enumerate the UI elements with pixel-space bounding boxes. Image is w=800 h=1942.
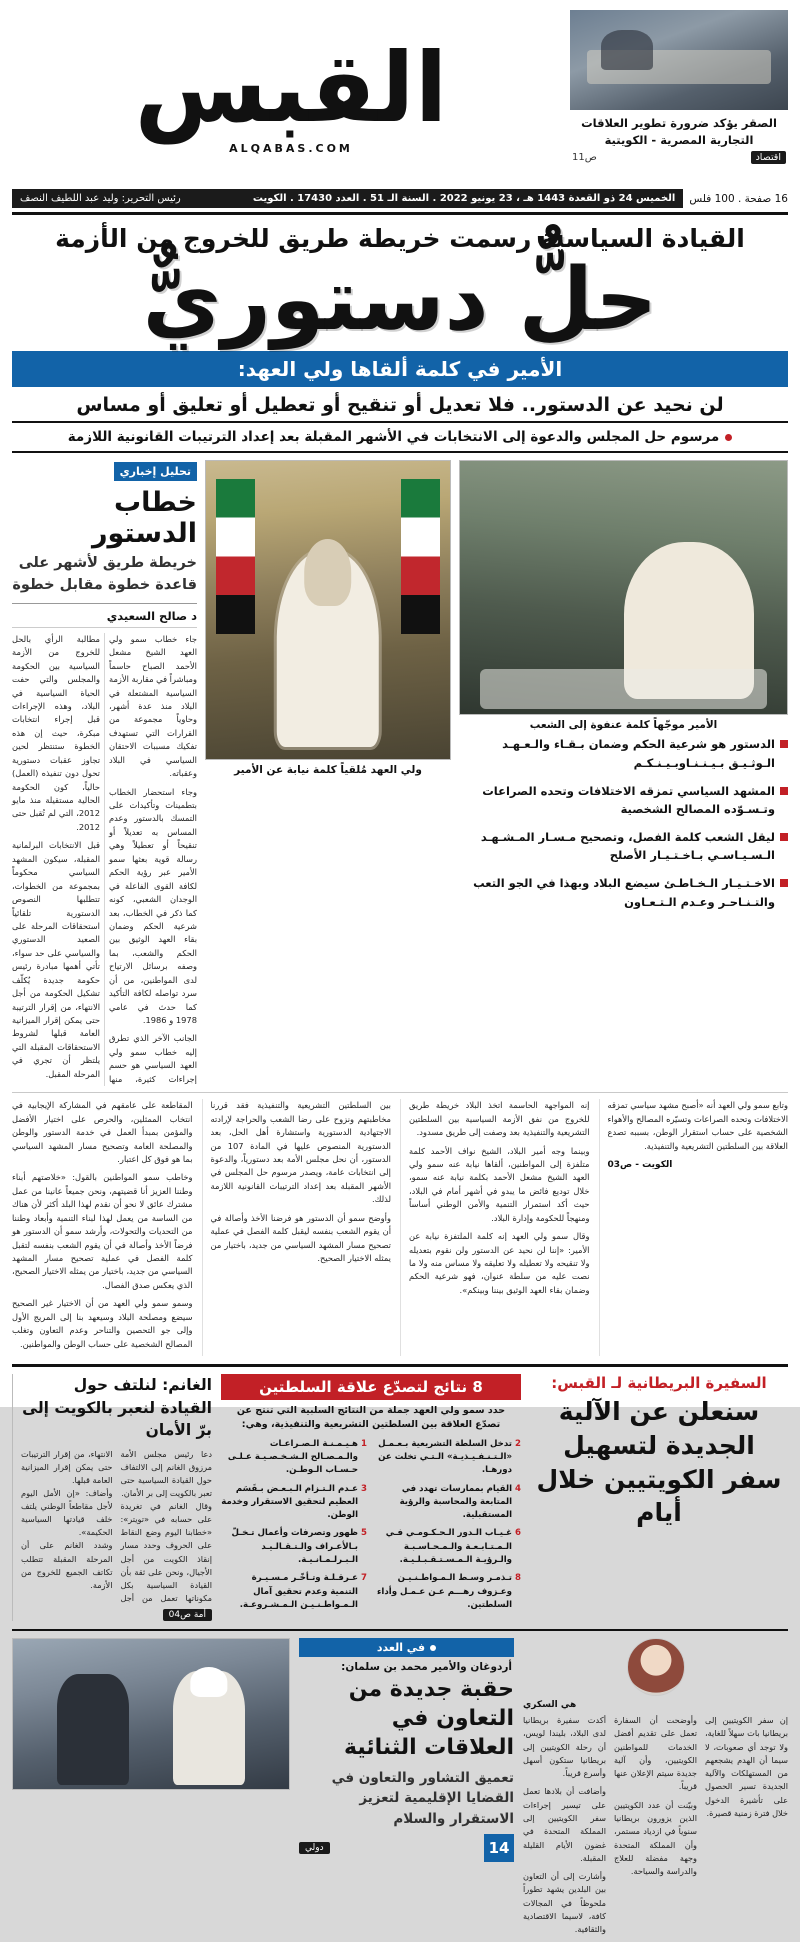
paragraph: وأوضحت أن السفارة تعمل على تقديم أفضل الخدمات للمواطنين الكويتيين، وأن آلية جديدة سيتم الإعلان عنها قريباً.	[614, 1715, 697, 1792]
list-item	[459, 874, 788, 911]
list-item	[459, 782, 788, 819]
section-divider	[12, 1629, 788, 1631]
result-number: 5	[361, 1528, 367, 1539]
bottom-story-eyebrow: أردوغان والأمير محمد بن سلمان:	[341, 1661, 512, 1674]
result-number: 6	[515, 1528, 521, 1539]
editor-in-chief: رئيس التحرير: وليد عبد اللطيف النصف	[20, 193, 181, 204]
kuwait-flag-right-icon	[401, 479, 440, 634]
highlights-column	[459, 460, 788, 1086]
amir-photo-caption: الأمير موجّهاً كلمة عنفوة إلى الشعب	[529, 719, 718, 732]
list-item	[375, 1438, 521, 1478]
paragraph: وأضافت أن بلادها تعمل على تيسير إجراءات سفر الكويتيين إلى المملكة المتحدة في غضون الأيام القليلة المقبلة.	[523, 1786, 606, 1863]
highlight-text: المشهد السياسي تمزقه الاختلافات وتحده الصراعات وتـسـوّده المصالح الشخصية	[482, 783, 775, 817]
results-grid	[221, 1438, 521, 1613]
paragraph: قبل الانتخابات البرلمانية المقبلة، سيكون المشهد السياسي محكوماً بمجموعة من الخطوات، تتطلبها النصوص الدستورية تلقائياً استحقاقات المرحلة على الصعيد الدستوري والسياسي على حد سواء، تأتي أهمها مبادرة رئيس حكومة جديدة يُكلّف تشكيل الحكومة من أجل الانتهاء، من إقرار الترتيبة حتى يمكن إقرار الميزانية العامة قبلها لشروط الاستحقاقات المقبلة التي يلتظر أن تجري في المرحلة المقبل.	[12, 840, 100, 1079]
bottom-story-headline: حقبة جديدة من التعاون في العلاقات الثنائية	[344, 1677, 514, 1761]
highlight-text: الاخـتـيـار الـخـاطـئ سيضع البلاد وبهذا في الجو التعب والتـنـاحـر وعـدم الـتـعـاون	[473, 876, 775, 909]
paragraph: المقاطعة على عامقهم في المشاركة الإيجابية في انتخاب الممثلين، والحرص على اختيار الأفضل والمؤمن بمبدأ العمل في خدمة الدستور والوطن والمصلحة العامة وتصحيح مسار المشهد السياسي بما هو فوق كل اعتبار.	[12, 1100, 193, 1164]
main-photo-caption: ولي العهد مُلقياً كلمة نيابة عن الأمير	[234, 764, 422, 777]
highlight-text: الدستور هو شرعية الحكم وضمان بـقـاء والـعـهـد الـوثـيـق بـيـنـنـاوبـيـنـكـم	[502, 737, 775, 770]
highlights-list	[459, 735, 788, 911]
bottom-section	[12, 1638, 788, 1942]
ambassador-avatar	[627, 1638, 685, 1696]
paragraph: إن سفر الكويتيين إلى بريطانيا بات سهلاً للغاية، ولا توجد أي صعوبات، لا سيما أن الهدم يشجعهم من المستهلكات والآلية الجديدة تسير الحصول على تأشيرة الدخول خلال فترة زمنية قصيرة.	[705, 1715, 788, 1818]
result-number: 2	[515, 1438, 521, 1449]
lead-blue-band: الأمير في كلمة ألقاها ولي العهد:	[12, 351, 788, 387]
amir-photo	[459, 460, 788, 715]
results-box	[221, 1374, 521, 1621]
mid-section	[12, 460, 788, 1086]
in-issue-label: في العدد	[376, 1641, 426, 1655]
paragraph: وتابع سمو ولي العهد أنه «أصبح مشهد سياسي تمزقه الاختلافات وتحده الصراعات وتسيّره المصالح والأهواء الشخصية على حساب استقرار الوطن، بسببه تصدع العلاقة بين السلطتين التشريعية والتنفيذية.	[607, 1100, 788, 1151]
promo-section-tag: اقتصاد	[751, 151, 786, 164]
promo-caption: الصقر يؤكد ضرورة تطوير العلاقات التجارية المصرية - الكويتية	[581, 116, 777, 147]
ambassador-column	[530, 1374, 788, 1621]
paragraph: وبينما وجه أمير البلاد، الشيخ نواف الأحمد كلمة متلفزة إلى المواطنين، ألقاها نيابة عنه سمو ولي العهد الشيخ مشعل الأحمد بكلمة نيابة عنه سمو، خلال توديع فائض ما يبدو في أشهر أمام في البلاد، حيث أكد استمرار التنمية والأمن الوطني أساساً ومنهجاً للحكومة وإدارة البلاد.	[409, 1145, 590, 1223]
promo-photo	[570, 10, 788, 110]
lead-divider	[12, 451, 788, 453]
crown-prince-photo	[205, 460, 451, 760]
issue-pages-price: 16 صفحة . 100 فلس	[689, 192, 788, 205]
result-number: 1	[361, 1438, 367, 1449]
body-column	[523, 1714, 606, 1942]
bottom-story-photo-wrap	[12, 1638, 290, 1942]
crown-prince-figure	[277, 551, 379, 748]
paragraph: وأوضح سمو أن الدستور هو فرضنا الأخذ وأصالة في أن يقوم الشعب بنفسه ليقبل كلمة الفصل في عملية تصحيح مسار المشهد السياسي من جديد، باختيار من يمثله الاختيار الصحيح.	[210, 1212, 391, 1264]
analysis-byline: د صالح السعيدي	[12, 604, 197, 628]
result-number: 4	[515, 1483, 521, 1494]
kuwait-flag-left-icon	[216, 479, 255, 634]
list-item	[221, 1527, 367, 1567]
result-text: هـيـمـنـة الـصـراعـات والـمـصـالح الـشـخـصـيـة عـلـى حـسـاب الـوطـن.	[227, 1438, 359, 1476]
square-bullet-icon	[780, 740, 788, 748]
paragraph: وخاطب سمو المواطنين بالقول: «خلاصتهم أبناء وطننا العزيز أنا قضيتهم، ونحن جميعاً عانينا من عمل مشترك عائق لا نحو أن نقدم لهذا البلد أكثر لأن هناك من الساسة من يعمل لهذا لبناء التنمية وأبعاد وطننا من التحديات والتحولات، وأرشد سمو أن الدستور هو فرضاً الأخذ وأصالة في أن يقوم الشعب بنفسه لتقبل كلمة الفصل في عملية تصحيح مسار المشهد السياسي من جديد، باختيار من يمثله الاختيار الصحيح، الذي يعكس صدق الفصال.	[12, 1172, 193, 1290]
paragraph: دعا رئيس مجلس الأمة مرزوق الغانم إلى الالتفاف حول القيادة السياسية حتى تعبر بالكويت إلى بر الأمان.	[120, 1448, 212, 1498]
story-source: الكويت - ص03	[607, 1159, 673, 1170]
bottom-story-page-number[interactable]: 14	[484, 1834, 514, 1862]
lead-deck: لن نحيد عن الدستور.. فلا تعديل أو تنقيح أو تعطيل أو تعليق أو مساس	[12, 387, 788, 423]
list-item	[459, 735, 788, 772]
body-column	[12, 1099, 193, 1356]
result-text: ظهور وتصرفات وأعمال تـخـلّ بـالأعـراف والـتـقـالـيـد الـبـرلـمـانـيـة.	[231, 1528, 359, 1566]
ambassador-body-column	[523, 1638, 788, 1942]
paragraph: أكدت سفيرة بريطانيا لدى البلاد، بليندا لويس، أن رحلة الكويتيين إلى بريطانيا ستكون أسهل وأسرع قريباً.	[523, 1715, 606, 1779]
masthead-promo-box[interactable]	[570, 10, 788, 185]
lead-bullet-text: مرسوم حل المجلس والدعوة إلى الانتخابات في الأشهر المقبلة بعد إعداد الترتيبات القانونية اللازمة	[67, 429, 720, 446]
newspaper-logo	[12, 10, 570, 185]
lead-headline: حلٌّ دستوريٌّ	[142, 250, 658, 350]
results-headline: 8 نتائج لتصدّع علاقة السلطتين	[221, 1374, 521, 1400]
masthead	[12, 10, 788, 185]
results-intro: حدد سمو ولي العهد جملة من النتائج السلبية التي تنتج عن تصدّع العلاقة بين السلطتين التشريعية والتنفيذية، وهي:	[236, 1405, 506, 1431]
square-bullet-icon	[780, 879, 788, 887]
in-issue-banner	[299, 1638, 514, 1657]
lower-section	[12, 1364, 788, 1621]
list-item	[221, 1572, 367, 1612]
dot-icon	[430, 1645, 436, 1651]
paragraph: وجاء استحضار الخطاب بتطمينات وتأكيدات على التمسك بالدستور وعدم المساس به تعديلاً أو تنقيحاً أو تعطيلاً وهي رسالة قوية بعثها سمو الأمير عبر رؤية الحكم لكافة القوى الفاعلة في الوجدان الشعبي، كونه كما ذكر في الخطاب، بعد شرعية الحكم وضمان بقاء العهد الوثيق بين الحكم والشعب، بما وصفه برسائل الارتياح لدى المواطنين، من أن سرد تواصله لكافة التأكيد كما حدث في عامي 1978 و 1986.	[109, 786, 197, 1026]
lead-kicker: القيادة السياسية رسمت خريطة طريق للخروج من الأزمة	[55, 224, 745, 253]
mbs-figure	[173, 1671, 245, 1785]
ghanem-headline: الغانم: لنلتف حول القيادة لنعبر بالكويت إلى برّ الأمان	[22, 1376, 212, 1440]
square-bullet-icon	[780, 833, 788, 841]
square-bullet-icon	[780, 787, 788, 795]
paragraph: إنه المواجهة الحاسمة اتخذ البلاد خريطة طريق للخروج من نفق الأزمة السياسية بين السلطتين التشريعية والتنفيذية بعد وصفت إلى طريق مسدود.	[409, 1100, 590, 1138]
body-column	[614, 1714, 697, 1942]
promo-footer	[570, 148, 788, 164]
main-photo-column	[205, 460, 451, 1086]
masthead-divider	[12, 212, 788, 215]
list-item	[221, 1438, 367, 1478]
list-item	[375, 1572, 521, 1612]
bottom-story-section: دولي	[299, 1842, 330, 1854]
body-column	[599, 1099, 789, 1356]
paragraph: جاء خطاب سمو ولي العهد الشيخ مشعل الأحمد الصباح حاسماً ومباشراً في مقاربة الأزمة السياسية المشتعلة في البلاد منذ عدة أشهر، وحاوياً مجموعة من القرارات التي تستهدف تفكيك مسببات الاحتقان السياسي في البلاد وعقباته.	[109, 633, 197, 779]
result-text: عـرقـلـة وتـأخّـر مـسـيـرة التنمية وعدم تحقيق آمال الـمـواطـنـيـن الـمـشـروعـة.	[239, 1573, 359, 1611]
analysis-subtitle: خريطة طريق لأشهر على قاعدة خطوة مقابل خطوة	[12, 553, 197, 604]
list-item	[221, 1483, 367, 1523]
result-number: 7	[361, 1573, 367, 1584]
body-column	[400, 1099, 590, 1356]
promo-page-ref: ص11	[572, 152, 597, 164]
leaders-photo	[12, 1638, 290, 1790]
bottom-story-text[interactable]	[299, 1638, 514, 1942]
logo-wordmark: القبس	[134, 32, 448, 144]
ambassador-headline: سنعلن عن الآلية الجديدة لتسهيل سفر الكويتيين خلال أيام	[536, 1397, 782, 1528]
result-text: القيام بممارسات تهدد في المتابعة والمحاسبة والرؤية المستقبلية.	[399, 1483, 513, 1521]
ambassador-text	[523, 1714, 788, 1942]
paragraph: بين السلطتين التشريعية والتنفيذية فقد قررنا مخاطبتهم ونزوح على رضا الشعب والحراجة لإرادته الاجتهادية الدستورية واستشارة أهل الحل، بعد الدستورية المنصوص عليها في المادة 107 من الدستور، أن نحل مجلس الأمة بعد دستورياً، والدعوة إلى انتخابات عامة، ويصدر مرسوم حل المجلس في الأشهر المقبلة بعد إعداد الترتيبات القانونية اللازمة لذلك.	[210, 1100, 391, 1205]
ghanem-story[interactable]	[12, 1374, 212, 1621]
result-text: غـيـاب الـدور الـحـكـومـي فـي الـمـتـابـعـة والـمـحـاسـبـة والـرؤيـة الـمـسـتـقـبـلـيـة.	[385, 1528, 513, 1566]
paragraph: وأشارت إلى أن التعاون بين البلدين يشهد تطوراً ملحوظاً في المجالات كافة، لاسيما الاقتصادية والثقافية.	[523, 1871, 606, 1935]
result-number: 3	[361, 1483, 367, 1494]
list-item	[375, 1483, 521, 1523]
ghanem-body	[21, 1448, 212, 1606]
erdogan-figure	[57, 1674, 129, 1785]
analysis-body	[12, 633, 197, 1086]
bullet-dot-icon	[725, 434, 732, 441]
issue-date: الخميس 24 ذو القعدة 1443 هـ ، 23 يونيو 2022 . السنة الـ 51 . العدد 17430 . الكويت	[252, 193, 676, 204]
paragraph: وأضاف: «إن الأمل اليوم لأجل مقاطعاً الوطني يلتف خلف قيادتها السياسية الحكيمة».	[21, 1487, 113, 1538]
body-column	[202, 1099, 392, 1356]
bottom-story-subtitle: تعميق التشاور والتعاون في القضايا الإقليمية لتعزيز الاستقرار والسلام	[331, 1770, 514, 1827]
ghanem-page-ref: أمة ص04	[163, 1609, 212, 1621]
analysis-title: خطاب الدستور	[91, 487, 197, 550]
paragraph: وشدد الغانم على أن المرحلة المقبلة تتطلب تكاتف الجميع للخروج من الأزمة.	[21, 1540, 113, 1590]
ghanem-footer	[21, 1609, 212, 1621]
ambassador-eyebrow: السفيرة البريطانية لـ القبس:	[551, 1374, 767, 1393]
paragraph: الجانب الآخر الذي تطرق إليه خطاب سمو ولي العهد السياسي هو حسم إجراءات كثيرة، منها مطالبة الرأي بالحل للخروج من الأزمة السياسية بين الحكومة والمجلس والتي حفت الحياة السياسية في البلاد، وهذه الإجراءات قبل إجراء انتخابات مبكرة، حيث إن هذه الخطوة ستنتظر لحين تجاوز عقبات دستورية تحول دون تنفيذه (العمل) حالياً، كون الحكومة الحالية مستقيلة منذ مايو 2012، التي لم تُقبل حتى 2012.	[12, 633, 197, 1084]
result-number: 8	[515, 1573, 521, 1584]
issue-date-bar	[12, 189, 683, 208]
lead-bullet-line	[12, 423, 788, 451]
list-item	[459, 828, 788, 865]
bottom-story-footer	[299, 1834, 514, 1862]
body-column	[705, 1714, 788, 1942]
highlight-text: ليقل الشعب كلمة الفصل، وتصحيح مـسـار المـشـهـد الـسـيـاسـي بـاخـتـيـار الأصلح	[480, 829, 775, 863]
issue-info-bar	[12, 189, 788, 208]
lead-body-columns	[12, 1092, 788, 1356]
analysis-column	[12, 460, 197, 1086]
result-text: عـدم الـتـزام الـبـعـض بـقَسَم العظيم لتحقيق الاستقرار وخدمة الوطن.	[221, 1483, 359, 1521]
result-text: تدخل السلطة التشريعية بـعـمـل «الـتـنـفـيـذيـة» الـتـي تخلت عن دورهـا.	[378, 1438, 513, 1476]
result-text: تـذمـر وسـط الـمـواطـنـيـن وعـزوف رهـــم عـن عـمـل وأداء السلطتين.	[377, 1573, 513, 1611]
ambassador-byline: هي السكري	[523, 1700, 577, 1711]
paragraph: وقال سمو ولي العهد إنه كلمة الملتفزة نيابة عن الأمير: «إننا لن نحيد عن الدستور ولن نقوم بتعديله ولا تنقيحه ولا تعطيله ولا تعليقه ولا مساس منه ولا ما نصت عليه من سلطة عنوان، فهو شرعية الحكم وضمان بقاء العهد الوثيق بيننا وبينكم».	[409, 1231, 590, 1295]
analysis-tag: تحليل إخباري	[114, 462, 197, 481]
paragraph: وسمو سمو ولي العهد من أن الاختيار غير الصحيح سيضع ومصلحة البلاد وسيعهد بنا إلى المريج الأول وإلى جو التحصين والتناحر وعدم التعاون وتغلب المصالح الشخصية على حساب الوطن والمواطنين.	[12, 1298, 193, 1349]
paragraph: وبيّنت أن عدد الكويتيين الذين يزورون بريطانيا سنوياً في ازدياد مستمر، وأن المملكة المتحدة وجهة مفضلة للعلاج والدراسة والسياحة.	[614, 1799, 697, 1877]
logo-website-url: ALQABAS.COM	[229, 142, 353, 155]
paragraph: وقال الغانم في تغريدة على حسابه في «تويتر»: «خطابنا اليوم وضع النقاط على الحروف وحدد مسار إنقاذ الكويت من أجل الأجيال، ونحن على ثقة بأن القيادة السياسية بكل مكوناتها تعمل من أجل الانتهاء، من إقرار الترتيبات حتى يمكن إقرار الميزانية العامة قبلها.	[21, 1448, 212, 1603]
list-item	[375, 1527, 521, 1567]
